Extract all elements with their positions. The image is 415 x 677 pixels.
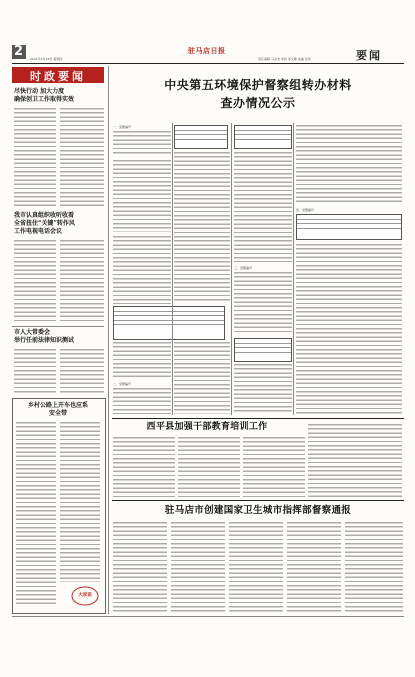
col2-text-a [174,152,230,302]
table-4 [234,338,292,362]
bottom-story-2-body-d [287,522,341,614]
bottom-story-1-body-c [243,437,305,497]
left-divider-1 [12,326,104,327]
bottom-story-1-headline: 西平县加强干部教育培训工作 [146,422,268,432]
left-story-2-body-a [14,240,56,324]
main-col-sep-2 [231,123,232,415]
main-title: 中央第五环境保护督察组转办材料 查办情况公示 [164,78,352,110]
table-5 [296,214,402,240]
col4-text-a [296,125,402,205]
left-story-1-body-b [60,108,104,208]
table-3-caption: 三、受理编号 [234,266,253,270]
left-story-1-headline: 尽快行动 加大力度 确保创卫工作取得实效 [14,88,75,103]
table-3 [234,125,292,149]
col1-text-b [113,160,171,232]
page-number: 2 [14,44,24,59]
left-story-4-body-a [16,422,56,606]
table-4-caption: 四、受理编号 [296,208,315,212]
col1-text-a [113,131,171,155]
col1-text-d [113,342,171,378]
table-2-caption: 二、受理编号 [113,382,132,386]
bottom-story-2-body-c [229,522,283,614]
bottom-story-1-body-b [178,437,240,497]
bottom-divider-2 [112,500,404,501]
left-story-4-headline: 乡村公路上开车也应系 安全带 [27,402,88,417]
left-story-3-headline: 市人大常委会 举行任前法律知识测试 [14,329,75,344]
left-story-3-body-a [14,349,56,395]
table-2 [174,125,228,149]
bottom-story-2-body-e [345,522,403,614]
col4-text-b [296,244,402,414]
bottom-story-1-body-d [308,424,402,497]
section-banner [12,67,104,83]
col3-text-a [234,152,292,262]
left-story-3-body-b [60,349,104,395]
bottom-divider-1 [112,418,404,419]
table-1-caption: 一、受理编号 [113,125,132,129]
left-story-2-body-b [60,240,104,324]
section-label: 要闻 [356,49,382,62]
col3-text-b [234,272,292,332]
stamp-logo [70,585,100,607]
bottom-story-1-body-a [113,437,175,497]
paper-logo: 驻马店日报 [188,46,226,55]
bottom-story-2-body-a [113,522,167,614]
left-story-2-headline: 我市认真组织收听收看 全省扭住“关键”转作风 工作电视电话会议 [14,212,75,235]
col1-text-c [113,236,171,304]
editor-line: 责任编辑 马永杰 审校 李文静 美编 张伟 [258,57,311,61]
stamp-text: 大家说 [78,593,92,598]
section-banner-title: 时政要闻 [30,70,86,83]
left-story-1-body-a [14,108,56,208]
main-col-sep-3 [293,123,294,415]
left-story-4-body-b [60,422,100,582]
main-col-sep-1 [172,123,173,415]
bottom-story-2-headline: 驻马店市创建国家卫生城市指挥部督察通报 [164,505,352,516]
col3-text-c [234,364,292,414]
col1-text-e [113,388,171,414]
date-line: 2021年3月18日 星期四 [30,57,63,61]
masthead-rule [12,63,404,64]
page-bottom-rule [12,616,404,617]
bottom-story-2-body-b [171,522,225,614]
table-1 [113,306,225,340]
left-column-separator [108,66,109,614]
col2-text-b [174,342,230,414]
